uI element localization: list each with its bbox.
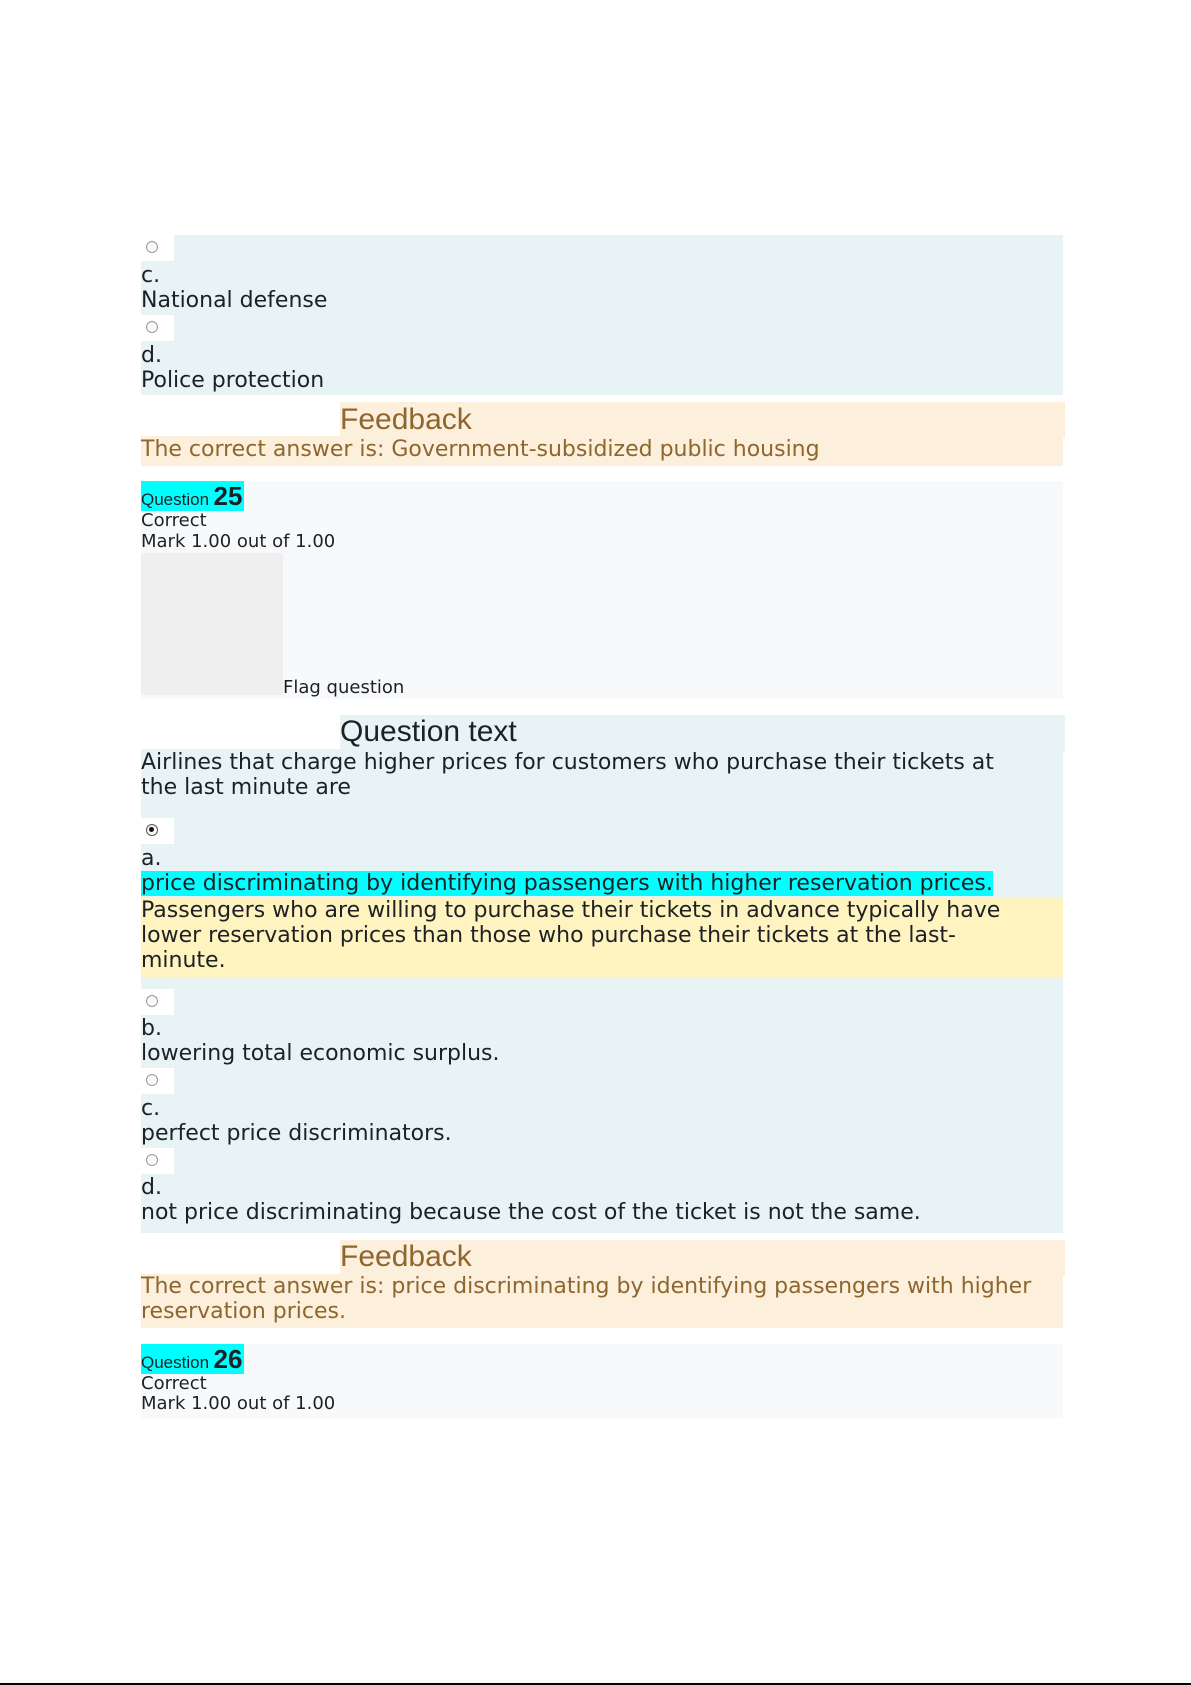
q25-feedback-heading: Feedback bbox=[340, 1240, 472, 1273]
q25-option-a-text[interactable]: price discriminating by identifying passengers with higher reservation prices. bbox=[141, 871, 993, 896]
radio-icon[interactable] bbox=[146, 241, 158, 253]
q25-mark: Mark 1.00 out of 1.00 bbox=[141, 531, 336, 552]
q26-number: 26 bbox=[213, 1344, 243, 1374]
prev-option-d-letter: d. bbox=[141, 343, 162, 368]
q25-option-b-radio-box[interactable] bbox=[141, 989, 174, 1015]
prev-option-c-text[interactable]: National defense bbox=[141, 288, 328, 313]
q25-option-a-letter: a. bbox=[141, 846, 162, 871]
q25-option-c-text[interactable]: perfect price discriminators. bbox=[141, 1121, 452, 1146]
prev-feedback-heading: Feedback bbox=[340, 403, 472, 436]
q25-option-a-radio-box[interactable] bbox=[141, 818, 174, 844]
q25-number-badge bbox=[141, 481, 244, 511]
q25-feedback-line-1: The correct answer is: price discriminating by identifying passengers with higher bbox=[141, 1274, 1032, 1299]
flag-icon[interactable] bbox=[141, 553, 283, 695]
flag-question-link[interactable]: Flag question bbox=[283, 677, 405, 698]
q25-explanation-line-2: lower reservation prices than those who purchase their tickets at the last- bbox=[141, 923, 956, 948]
q25-option-b-text[interactable]: lowering total economic surplus. bbox=[141, 1041, 500, 1066]
q25-state: Correct bbox=[141, 510, 207, 531]
q25-option-c-letter: c. bbox=[141, 1096, 161, 1121]
prev-feedback-text: The correct answer is: Government-subsidized public housing bbox=[141, 437, 820, 462]
q25-explanation-line-3: minute. bbox=[141, 948, 226, 973]
q25-question-word: Question bbox=[141, 490, 210, 509]
q25-question-text-line-2: the last minute are bbox=[141, 775, 351, 800]
radio-icon[interactable] bbox=[146, 995, 158, 1007]
q25-option-b-letter: b. bbox=[141, 1016, 162, 1041]
radio-checked-icon[interactable] bbox=[146, 824, 158, 836]
radio-icon[interactable] bbox=[146, 321, 158, 333]
q25-option-d-radio-box[interactable] bbox=[141, 1148, 174, 1174]
radio-icon[interactable] bbox=[146, 1154, 158, 1166]
q26-mark: Mark 1.00 out of 1.00 bbox=[141, 1393, 336, 1414]
q26-question-word: Question bbox=[141, 1353, 210, 1372]
radio-icon[interactable] bbox=[146, 1074, 158, 1086]
q25-number: 25 bbox=[213, 481, 243, 511]
q25-option-d-text[interactable]: not price discriminating because the cost of the ticket is not the same. bbox=[141, 1200, 921, 1225]
q26-number-badge bbox=[141, 1344, 244, 1374]
q25-option-d-letter: d. bbox=[141, 1175, 162, 1200]
q25-question-text-line-1: Airlines that charge higher prices for customers who purchase their tickets at bbox=[141, 750, 994, 775]
prev-option-c-letter: c. bbox=[141, 263, 161, 288]
q25-feedback-line-2: reservation prices. bbox=[141, 1299, 346, 1324]
prev-option-d-text[interactable]: Police protection bbox=[141, 368, 325, 393]
prev-option-c-radio-box[interactable] bbox=[141, 235, 174, 261]
q25-option-c-radio-box[interactable] bbox=[141, 1068, 174, 1094]
q25-explanation-line-1: Passengers who are willing to purchase their tickets in advance typically have bbox=[141, 898, 1001, 923]
q25-options-bcd-panel bbox=[141, 989, 1063, 1232]
q25-question-text-heading: Question text bbox=[340, 715, 517, 748]
q26-state: Correct bbox=[141, 1373, 207, 1394]
prev-option-d-radio-box[interactable] bbox=[141, 315, 174, 341]
